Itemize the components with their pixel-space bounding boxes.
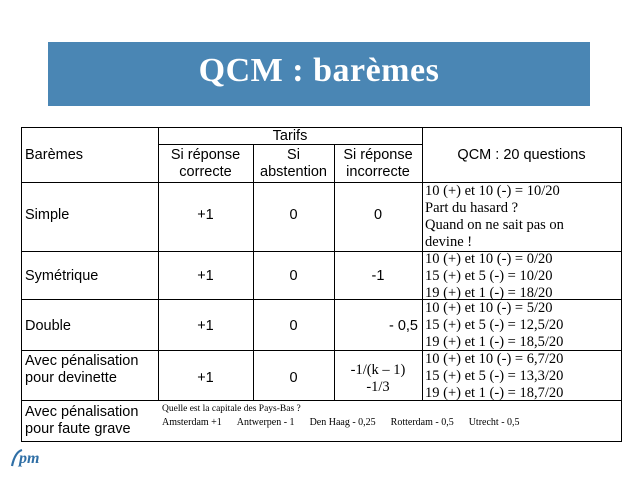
quiz-options — [162, 417, 520, 428]
cell-correct: +1 — [197, 268, 214, 284]
logo-text: pm — [19, 450, 40, 467]
title-banner — [48, 42, 590, 106]
cell-qcm-result: 10 (+) et 10 (-) = 5/20 15 (+) et 5 (-) = 12,5/20 19 (+) et 1 (-) = 18,5/20 — [425, 300, 564, 350]
pm-logo — [10, 444, 44, 468]
row-label-symetrique: Symétrique — [25, 268, 99, 284]
header-correct: Si réponse correcte — [170, 147, 241, 180]
cell-abstention: 0 — [289, 318, 298, 334]
cell-abstention: 0 — [289, 268, 298, 284]
cell-incorrect: -1 — [371, 268, 385, 284]
cell-incorrect: - 0,5 — [388, 318, 418, 334]
cell-abstention: 0 — [289, 207, 298, 223]
row-label-simple: Simple — [25, 207, 70, 223]
cell-qcm-result: 10 (+) et 10 (-) = 6,7/20 15 (+) et 5 (-) = 13,3/20 19 (+) et 1 (-) = 18,7/20 — [425, 351, 564, 401]
row-label-double: Double — [25, 318, 71, 334]
cell-qcm-result: 10 (+) et 10 (-) = 10/20 Part du hasard ? Quand on ne sait pas on devine ! — [425, 183, 564, 250]
cell-abstention: 0 — [289, 370, 298, 386]
quiz-option: Amsterdam +1 — [162, 417, 222, 428]
table-border-bottom — [21, 441, 621, 442]
row-label-devinette: Avec pénalisation pour devinette — [25, 353, 139, 386]
quiz-option: Rotterdam - 0,5 — [390, 417, 454, 428]
quiz-option: Utrecht - 0,5 — [468, 417, 520, 428]
cell-correct: +1 — [197, 207, 214, 223]
cell-correct: +1 — [197, 318, 214, 334]
header-tarifs: Tarifs — [272, 128, 308, 144]
row-label-faute-grave: Avec pénalisation pour faute grave — [25, 404, 139, 437]
cell-incorrect: 0 — [373, 207, 383, 223]
cell-correct: +1 — [197, 370, 214, 386]
table-border-left — [21, 127, 22, 442]
quiz-option: Antwerpen - 1 — [236, 417, 295, 428]
header-qcm: QCM : 20 questions — [457, 147, 586, 163]
slide-title: QCM : barèmes — [198, 52, 440, 89]
cell-incorrect: -1/(k – 1) -1/3 — [350, 362, 406, 395]
col-divider — [422, 127, 423, 400]
header-abstention: Si abstention — [260, 147, 327, 180]
table-border-right — [621, 127, 622, 442]
cell-qcm-result: 10 (+) et 10 (-) = 0/20 15 (+) et 5 (-) = 10/20 19 (+) et 1 (-) = 18/20 — [425, 251, 553, 301]
header-baremes: Barèmes — [25, 147, 84, 163]
header-incorrect: Si réponse incorrecte — [343, 147, 413, 180]
quiz-option: Den Haag - 0,25 — [309, 417, 376, 428]
quiz-question: Quelle est la capitale des Pays-Bas ? — [162, 404, 301, 414]
